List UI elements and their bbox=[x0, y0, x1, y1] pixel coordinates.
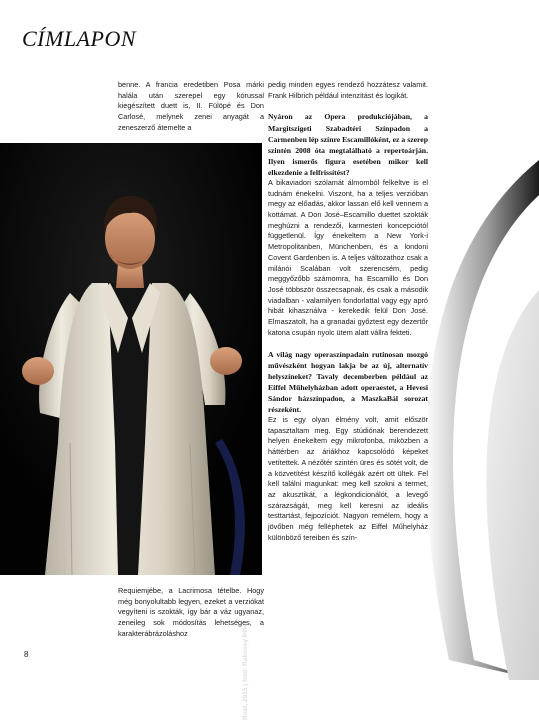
question-1: Nyáron az Opera produkciójában, a Margitszigeti Szabadtéri Színpadon a Carmenben lép színre Escamillóként, ez a szerep szintén 2008 óta megtalálható a repertoárján. Ilyen ismerős figura esetében mikor kell elkezdenie a felfrissítést? bbox=[268, 112, 428, 177]
paragraph: benne. A francia eredetiben Posa márki halála után szerepel egy kórussal kiegészített duett is, II. Fülöpé és Don Carlosé, melynek zenei anyagát a zeneszerző átemelte a bbox=[118, 80, 264, 132]
answer-2: Ez is egy olyan élmény volt, amit először tapasztaltam meg. Egy stúdiónak berendezett helyen énekeltem egy mikrofonba, miközben a háttérben az áriákhoz kapcsolódó képeket vetítettek. A nézőtér szintén üres és sötét volt, de a közvetítést készítő kollégák azért ott ültek. Fel kell találni magunkat: meg kell szokni a termet, az akusztikát, a légkondicionálót, a levegő szárazságát, meg kell keresni az ideális testtartást, fejpozíciót. Nagyon remélem, hogy a jövőben még felléphetek az Eiffel Műhelyház különböző tereiben és szín- bbox=[268, 415, 428, 542]
answer-1: A bikaviadori szólamát álmomból felkeltve is el tudnám énekelni. Viszont, ha a teljes verzióban megy az előadás, akkor lassan elő kell vennem a kottámat. A Don José–Escamillo duettet szokták meghúzni a rendezői, karmesteri koncepciótól függetlenül. Így énekeltem a New York-i Metropolitanben, Münchenben, és a londoni Covent Gardenben is. A teljes változathoz csak a milánói Scalában volt szerencsém, pedig meggyőzőbb számomra, ha Escamillo és Don José többször összecsapnak, és csak a második viadalban - valamilyen fondorlattal vagy egy apró hibát kihasználva - kerekedik felül Don José. Elmaszatolt, ha a granadai győztest egy dezertőr katona csupán nyolc ütem alatt vállra fekteti. bbox=[268, 177, 428, 337]
photo-credit: Rost, 2015 | fotó: Rakossy Péter bbox=[242, 621, 249, 720]
left-column-top bbox=[118, 80, 264, 134]
section-header: CÍMLAPON bbox=[22, 26, 136, 51]
paragraph-intro: pedig minden egyes rendező hozzátesz valamit. Frank Hilbrich például intenzitást és logikát. bbox=[268, 80, 428, 100]
page-number: 8 bbox=[24, 650, 29, 659]
right-column bbox=[268, 80, 428, 544]
question-2: A világ nagy operaszínpadain rutinosan mozgó művészként hogyan lakja be az új, alternatív helyszíneket? Tavaly decemberben például az Eiffel Műhelyházban adott operaestet, a Hevesi Sándor házszínpadon, a MaszkaBál sorozat részeként. bbox=[268, 349, 428, 414]
paragraph: Requiemjébe, a Lacrimosa tételbe. Hogy még bonyolultabb legyen, ezeket a verziókat vegyíteni is szokták, így bár a váz ugyanaz, zeneileg sok módosítás lehetséges, a karakterábrázoláshoz bbox=[118, 586, 264, 638]
left-column-bottom bbox=[118, 586, 264, 640]
